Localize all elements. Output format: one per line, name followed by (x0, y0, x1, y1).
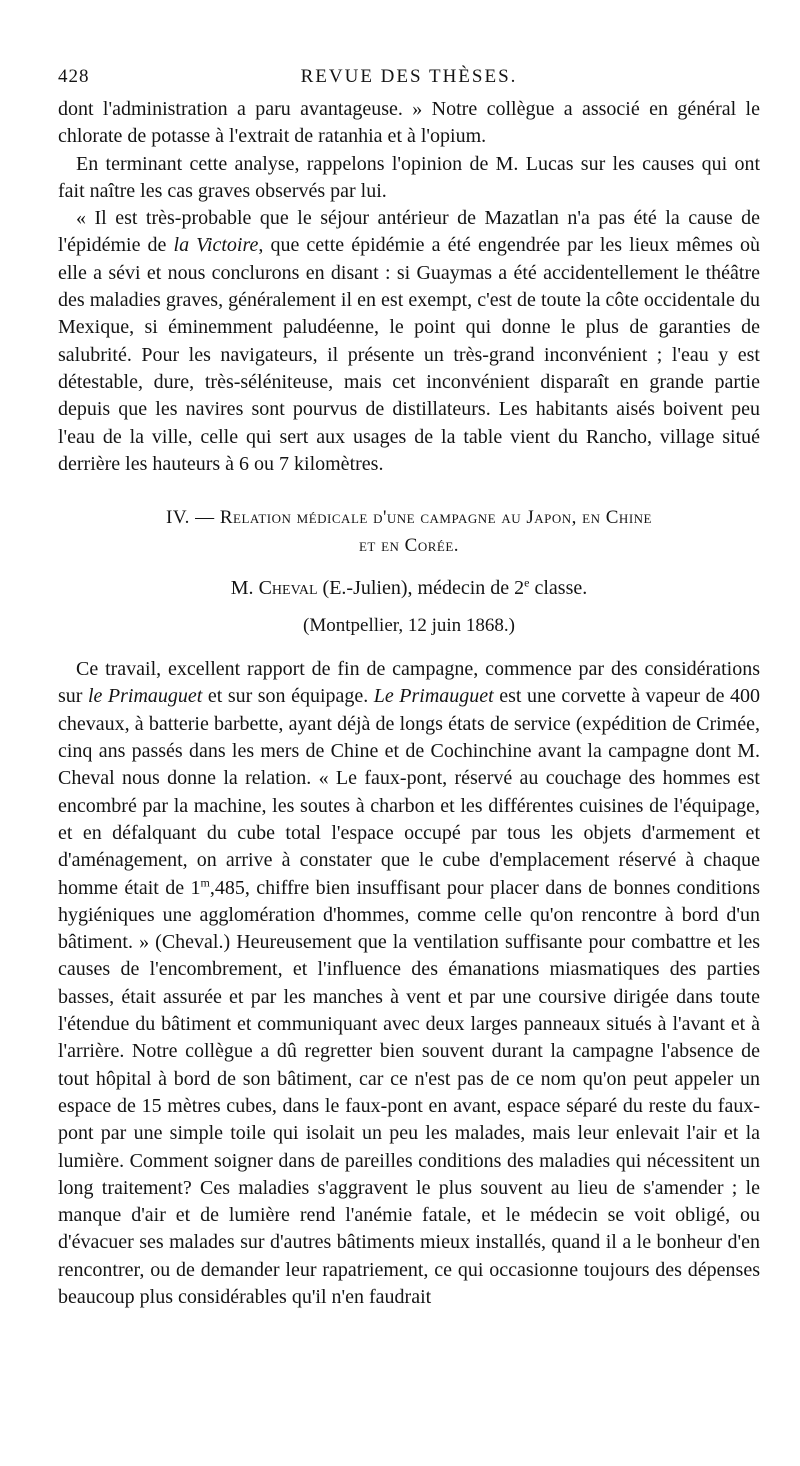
running-head (58, 66, 760, 96)
body-text-2: et sur son équipage. (202, 685, 374, 708)
author-details: (E.-Julien), médecin de 2 (317, 577, 525, 600)
quote-text-after: , que cette épidémie a été engendrée par les lieux mêmes où elle a sévi et nous conclurons en disant : si Guaymas a été accidentellement le théâtre des maladies graves, généralement il en est exempt, c'est de toute la côte occidentale du Mexique, si éminemment paludéenne, le point qui donne le plus de garanties de salubrité. Pour les navigateurs, il présente un très-grand inconvénient ; l'eau y est détestable, dure, très-séléniteuse, mais cet inconvénient disparaît en grande partie depuis que les navires sont pourvus de distillateurs. Les habitants aisés boivent peu l'eau de la ville, celle qui sert aux usages de la table vient du Rancho, village situé derrière les hauteurs à 6 ou 7 kilomètres. (58, 234, 760, 475)
body-text-1: Ce travail, excellent rapport de fin de campagne, commence par des considérations sur (58, 658, 760, 708)
author-prefix: M. (230, 577, 259, 600)
body-text-4: ,485, chiffre bien insuffisant pour placer dans de bonnes conditions hygiéniques une agglomération d'hommes, comme celle qu'on rencontre à bord d'un bâtiment. » (Cheval.) Heureusement que la ventilation suffisante pour combattre et les causes de l'encombrement, et l'influence des émanations miasmatiques des parties basses, était assurée et par les manches à vent et par une coursive dirigée dans toute l'étendue du bâtiment et communiquant avec deux larges panneaux situés à l'avant et à l'arrière. Notre collègue a dû regretter bien souvent durant la campagne l'absence de tout hôpital à bord de son bâtiment, car ce n'est pas de ce nom qu'on peut appeler un espace de 15 mètres cubes, dans le faux-pont en avant, espace séparé du reste du faux-pont par une simple toile qui isolait un peu les malades, mais leur enlevait l'air et la lumière. Comment soigner dans de pareilles conditions des maladies qui nécessitent un long traitement? Ces maladies s'aggravent le plus souvent au lieu de s'amender ; le manque d'air et de lumière rend l'anémie fatale, et le médecin se voit obligé, ou d'évacuer ses malades sur d'autres bâtiments mieux installés, quand il a le bonheur d'en rencontrer, ou de demander leur rapatriement, ce qui occasionne toujours des dépenses beaucoup plus considérables qu'il n'en faudrait (58, 876, 760, 1308)
author-name: Cheval (258, 577, 318, 600)
ship-name-primauguet-2: Le Primauguet (373, 685, 494, 708)
section-heading-line-1: IV. — Relation médicale d'une campagne au Japon, en Chine (166, 507, 652, 529)
paragraph-lucas-quote (58, 205, 760, 478)
thesis-date: (Montpellier, 12 juin 1868.) (303, 615, 515, 637)
paragraph-continuation: dont l'administration a paru avantageuse. » Notre collègue a associé en général le chlorate de potasse à l'extrait de ratanhia et à l'opium. (58, 98, 760, 148)
author-class-end: classe. (529, 577, 588, 600)
unit-superscript: m (200, 874, 210, 889)
thesis-author (58, 574, 760, 602)
ship-name-primauguet-1: le Primauguet (87, 685, 203, 708)
journal-title: REVUE DES THÈSES. (300, 66, 518, 87)
quote-text-before: « Il est très-probable que le séjour antérieur de Mazatlan n'a pas été la cause de l'épidémie de (58, 207, 760, 257)
paragraph-review-body (58, 656, 760, 1311)
section-heading (58, 504, 760, 560)
body-text-3: est une corvette à vapeur de 400 chevaux, à batterie barbette, ayant déjà de longs états de service (expédition de Crimée, cinq ans passés dans les mers de Chine et de Cochinchine avant la campagne dont M. Cheval nous donne la relation. « Le faux-pont, réservé au couchage des hommes est encombré par la machine, les soutes à charbon et les différentes cuisines de l'équipage, et en défalquant du cube total l'espace occupé par tous les objets d'armement et d'aménagement, on arrive à constater que le cube d'emplacement réservé à chaque homme était de 1 (58, 685, 760, 899)
paragraph-lucas-intro: En terminant cette analyse, rappelons l'opinion de M. Lucas sur les causes qui ont fait naître les cas graves observés par lui. (58, 152, 760, 202)
document-page (58, 66, 760, 1311)
section-heading-line-2: et en Corée. (358, 535, 460, 557)
page-number: 428 (58, 66, 90, 87)
author-class-superscript: e (524, 575, 530, 590)
ship-name-victoire: la Victoire (173, 234, 259, 257)
